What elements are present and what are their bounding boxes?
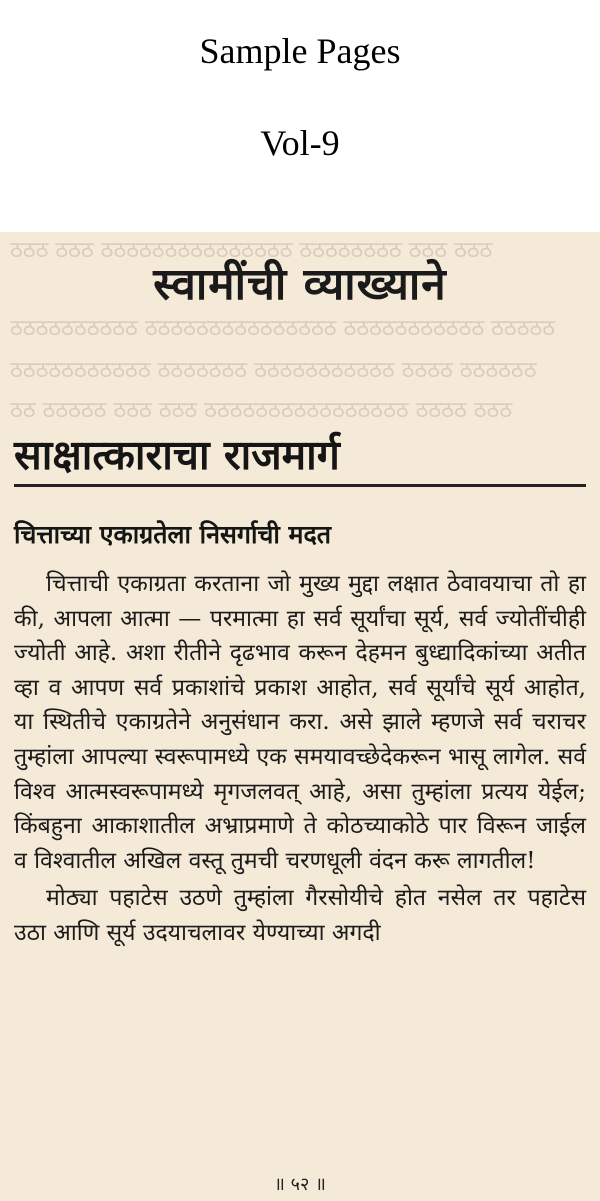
scanned-book-page — [0, 232, 600, 1201]
subheading: चित्ताच्या एकाग्रतेला निसर्गाची मदत — [14, 520, 331, 549]
paragraph: चित्ताची एकाग्रता करताना जो मुख्य मुद्दा लक्षात ठेवावयाचा तो हा की, आपला आत्मा — परमात्मा हा सर्व सूर्यांचा सूर्य, सर्व ज्योतींचीही ज्योती आहे. अशा रीतीने दृढभाव करून देहमन बुध्द्यादिकांच्या अतीत व्हा व आपण सर्व प्रकाशांचे प्रकाश आहोत, सर्व सूर्यांचे सूर्य आहोत, या स्थितीचे एकाग्रतेने अनुसंधान करा. असे झाले म्हणजे सर्व चराचर तुम्हांला आपल्या स्वरूपामध्ये एक समयावच्छेदेकरून भासू लागेल. सर्व विश्व आत्मस्वरूपामध्ये मृगजलवत् आहे, असा तुम्हांला प्रत्यय येईल; किंबहुना आकाशातील अभ्राप्रमाणे ते कोठच्याकोठे पार विरून जाईल व विश्वातील अखिल वस्तू तुमची चरणधूली वंदन करू लागतील! — [14, 571, 586, 874]
bleed-through-texture: ठठठठठठठठठठ ठठठठठठठठठठठठठठठ ठठठठठठठठठठठ ठठठठठ — [10, 316, 556, 341]
bleed-through-texture: ठठठ ठठठ ठठठठठठठठठठठठठठठ ठठठठठठठठ ठठठ ठठठ — [10, 238, 493, 263]
paragraph: मोठ्या पहाटेस उठणे तुम्हांला गैरसोयीचे होत नसेल तर पहाटेस उठा आणि सूर्य उदयाचलावर येण्याच्या अगदी — [14, 885, 586, 946]
volume-label: Vol-9 — [260, 123, 340, 163]
section-rule — [14, 484, 586, 487]
page-number: ॥ ५२ ॥ — [274, 1174, 326, 1195]
sample-pages-title: Sample Pages — [199, 31, 401, 71]
section-title: साक्षात्काराचा राजमार्ग — [14, 431, 340, 479]
bleed-through-texture: ठठ ठठठठठ ठठठ ठठठ ठठठठठठठठठठठठठठठठ ठठठठ ठठठ — [10, 398, 513, 423]
chapter-title: स्वामींची व्याख्याने — [153, 259, 447, 310]
body-text — [14, 567, 586, 951]
bleed-through-texture: ठठठठठठठठठठठ ठठठठठठठ ठठठठठठठठठठठ ठठठठ ठठठठठठ — [10, 358, 537, 383]
